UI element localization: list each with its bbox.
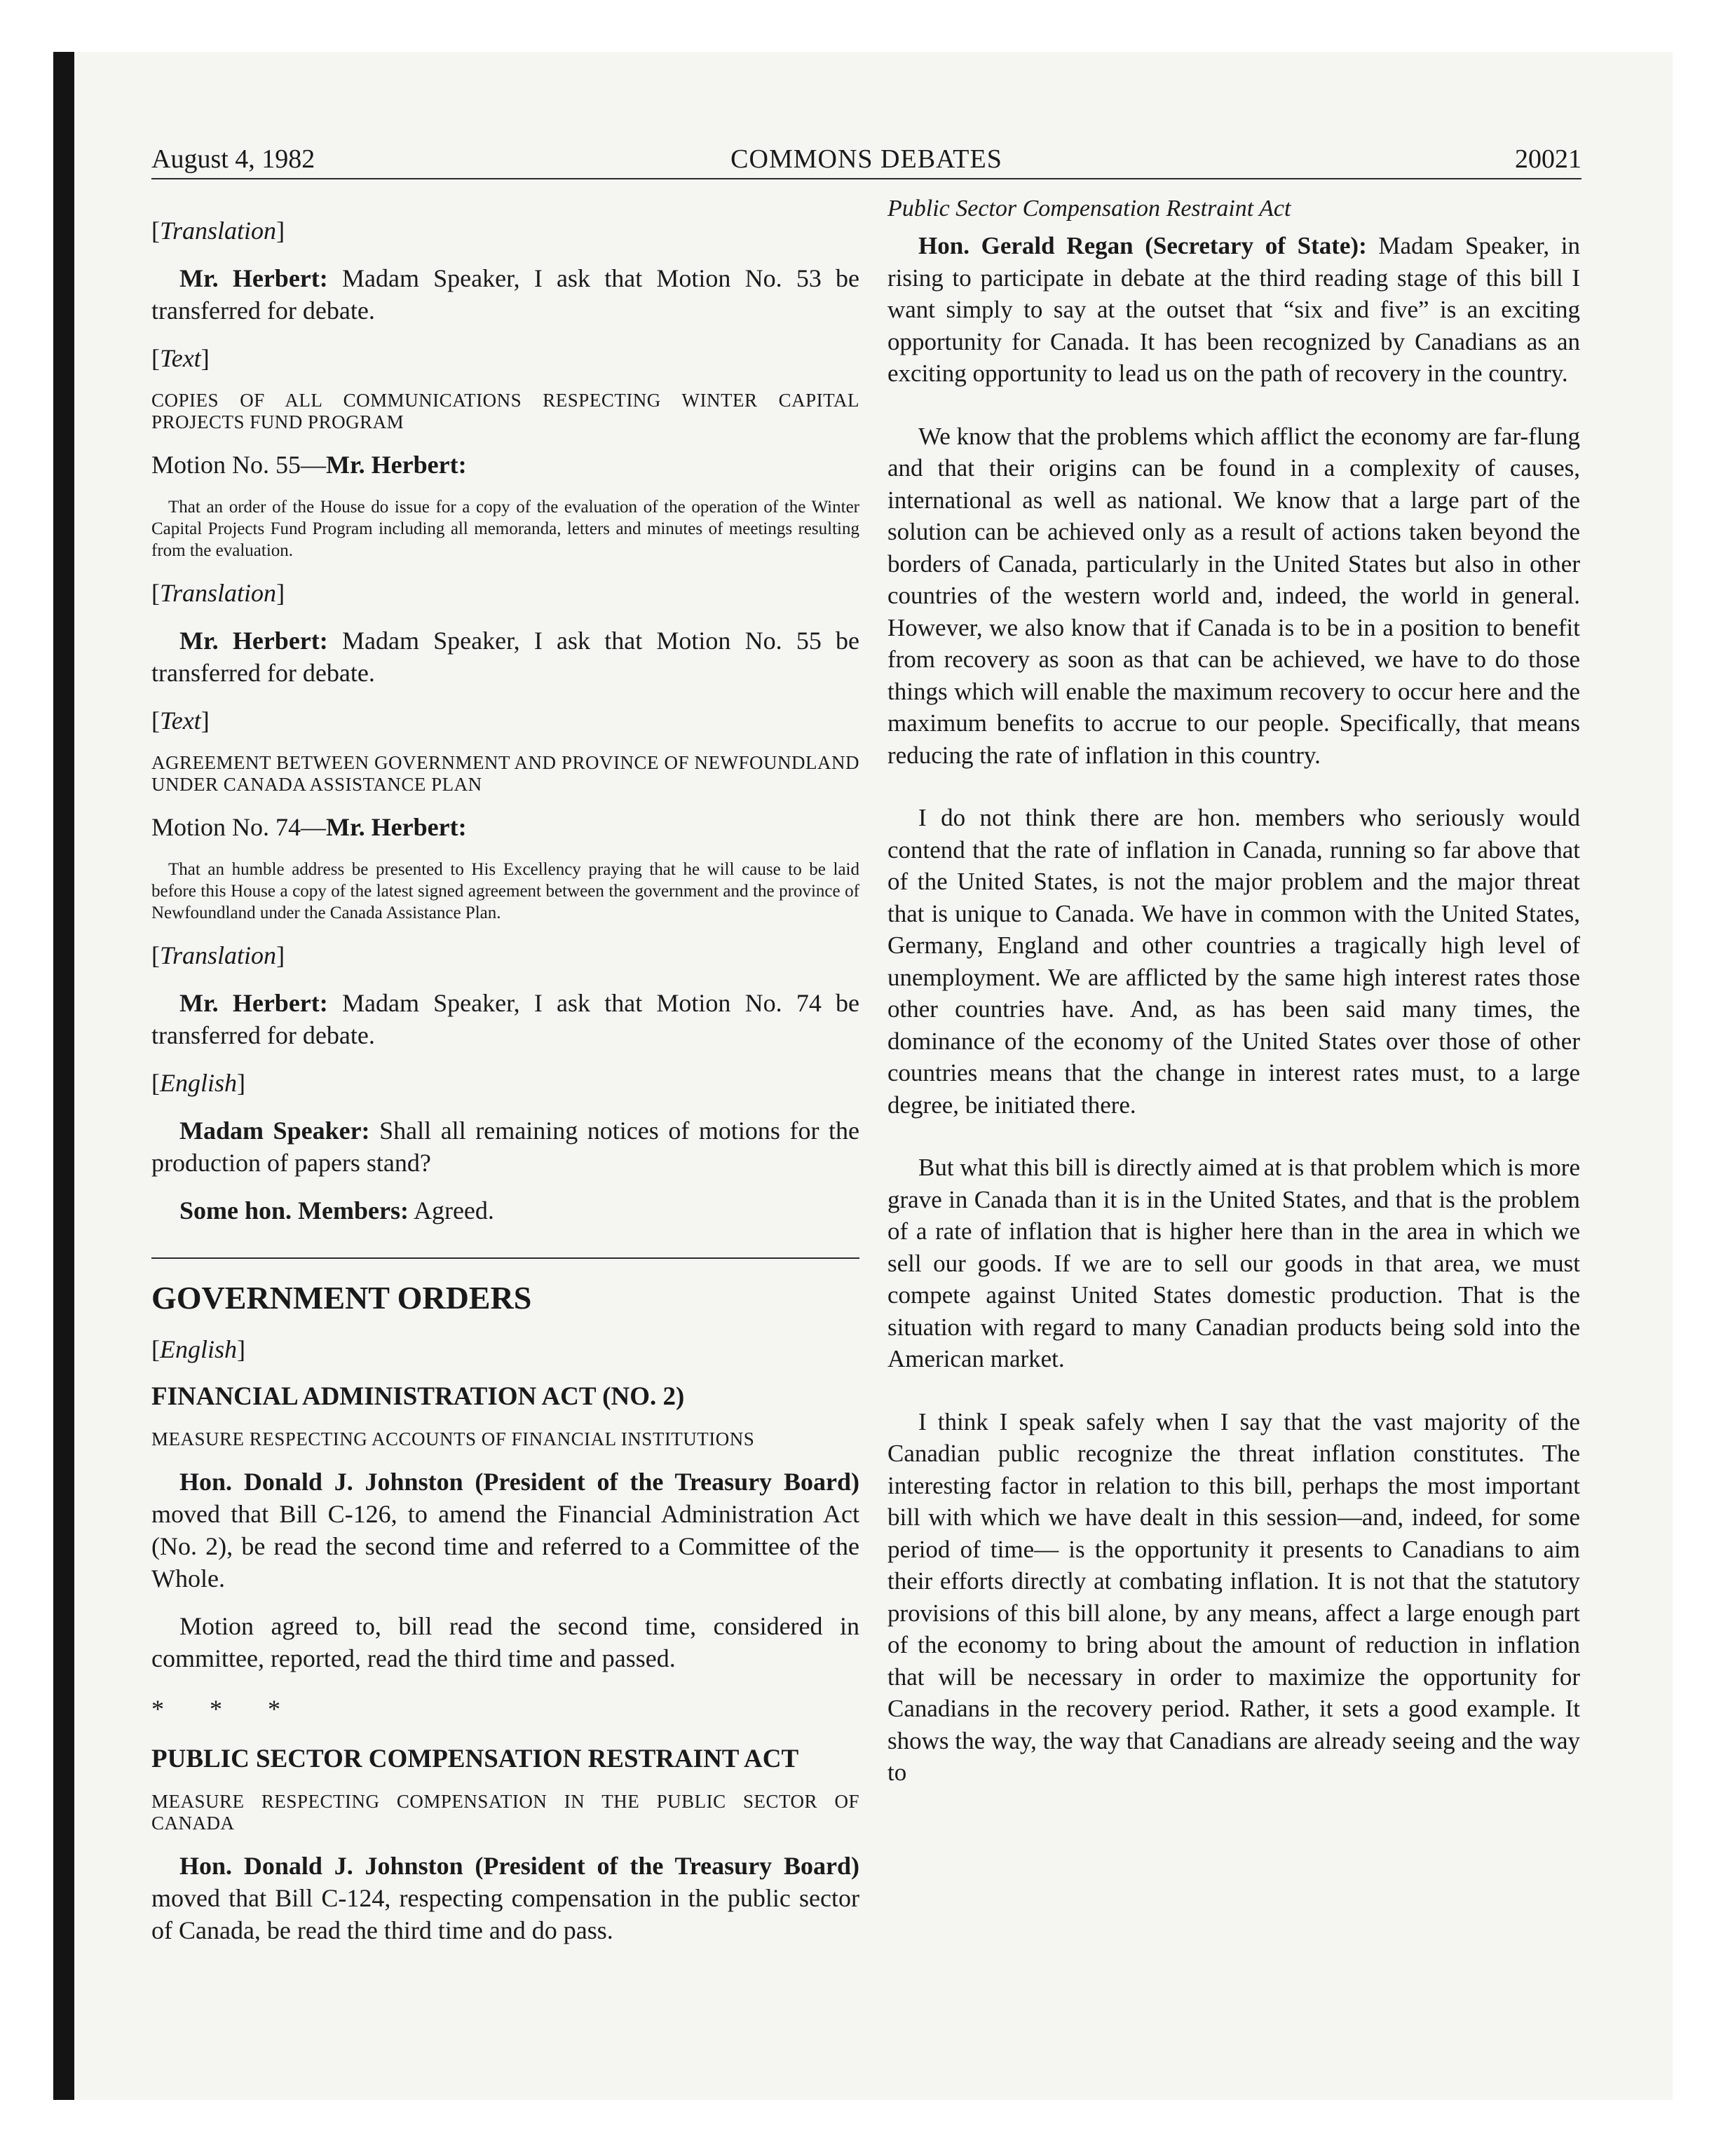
speech-paragraph: I think I speak safely when I say that the vast majority of the Canadian public recognize the threat inflation constitutes. The interesting factor in relation to this bill, perhaps the most important bill with which we have dealt in this session—and, indeed, for some period of time— is the opportunity it presents to Canadians to aim their efforts directly at combating inflation. It is not that the statutory provisions of this bill alone, by any means, affect a large enough part of the economy to bring about the amount of reduction in inflation that will be necessary in order to maximize the opportunity for Canadians in the recovery period. Rather, it sets a good example. It shows the way, the way that Canadians are already seeing and the way to — [887, 1407, 1580, 1786]
speech-paragraph: Some hon. Members: Agreed. — [179, 1196, 494, 1224]
speaker-name: Some hon. Members: — [179, 1196, 409, 1224]
language-tag: [English] — [151, 1335, 246, 1363]
speech-paragraph: But what this bill is directly aimed at is that problem which is more grave in Canada than it is in the United States, and that is the problem of a rate of inflation that is higher here than in the area in which we sell our goods. If we are to sell our goods in that area, we must compete against United States domestic production. That is the situation with regard to many Canadian products being sold into the American market. — [887, 1154, 1580, 1372]
right-column — [887, 195, 1580, 1789]
speech-paragraph: Mr. Herbert: Madam Speaker, I ask that Motion No. 53 be transferred for debate. — [151, 264, 860, 325]
speech-paragraph: Hon. Donald J. Johnston (President of the Treasury Board) moved that Bill C-126, to amend the Financial Administration Act (No. 2), be read the second time and referred to a Committee of the Whole. — [151, 1468, 859, 1592]
motion-text: That an humble address be presented to His Excellency praying that he will cause to be laid before this House a copy of the latest signed agreement between the government and the province of Newfoundland under the Canada Assistance Plan. — [151, 860, 859, 922]
language-tag: [Text] — [151, 707, 210, 735]
motion-label: Motion No. 55—Mr. Herbert: — [151, 451, 467, 479]
proceedings-paragraph: Motion agreed to, bill read the second time, considered in committee, reported, read the third time and passed. — [151, 1612, 859, 1672]
language-tag: [English] — [151, 1069, 246, 1097]
speech-paragraph: I do not think there are hon. members who seriously would contend that the rate of inflation in Canada, running so far above that of the United States, is not the major problem and the major threat that is unique to Canada. We have in common with the United States, Germany, England and other countries a tragically high level of unemployment. We are afflicted by the same high interest rates those other countries have. And, as has been said many times, the dominance of the economy of the United States over those of other countries means that the change in interest rates must, to a large degree, be initiated there. — [887, 804, 1580, 1119]
speaker-name: Hon. Donald J. Johnston (President of the Treasury Board) — [179, 1468, 859, 1496]
speech-paragraph: Mr. Herbert: Madam Speaker, I ask that Motion No. 74 be transferred for debate. — [151, 989, 860, 1049]
motion-heading: AGREEMENT BETWEEN GOVERNMENT AND PROVINCE OF NEWFOUNDLAND UNDER CANADA ASSISTANCE PLAN — [151, 752, 859, 795]
bill-subtitle: MEASURE RESPECTING ACCOUNTS OF FINANCIAL INSTITUTIONS — [151, 1428, 755, 1449]
speech-paragraph: Hon. Donald J. Johnston (President of the Treasury Board) moved that Bill C-124, respecting compensation in the public sector of Canada, be read the third time and do pass. — [151, 1852, 859, 1944]
language-tag: [Translation] — [151, 941, 285, 969]
speech-paragraph: Madam Speaker: Shall all remaining notices of motions for the production of papers stand? — [151, 1117, 860, 1177]
page-number: 20021 — [1515, 144, 1581, 174]
speaker-name: Mr. Herbert: — [179, 264, 328, 292]
section-title: GOVERNMENT ORDERS — [151, 1280, 532, 1316]
binding-edge — [53, 52, 74, 2100]
speaker-name: Hon. Donald J. Johnston (President of the Treasury Board) — [179, 1852, 859, 1880]
bill-title: PUBLIC SECTOR COMPENSATION RESTRAINT ACT — [151, 1745, 799, 1773]
language-tag: [Text] — [151, 344, 210, 372]
speaker-name: Hon. Gerald Regan (Secretary of State): — [918, 232, 1367, 259]
bill-subtitle: MEASURE RESPECTING COMPENSATION IN THE PUBLIC SECTOR OF CANADA — [151, 1791, 859, 1834]
speaker-name: Mr. Herbert: — [179, 989, 328, 1017]
left-column — [151, 195, 859, 1946]
motion-label: Motion No. 74—Mr. Herbert: — [151, 813, 467, 841]
speech-paragraph: Mr. Herbert: Madam Speaker, I ask that Motion No. 55 be transferred for debate. — [151, 627, 860, 687]
header-title: COMMONS DEBATES — [730, 144, 1002, 174]
header-date: August 4, 1982 — [151, 144, 315, 174]
speaker-name: Madam Speaker: — [179, 1117, 370, 1145]
language-tag: [Translation] — [151, 217, 285, 245]
speech-paragraph: We know that the problems which afflict the economy are far-flung and that their origins can be found in a complexity of causes, international as well as national. We know that a large part of the solution can be achieved only as a result of actions taken beyond the borders of Canada, particularly in the United States but also in other countries of the western world and, indeed, the world in general. However, we also know that if Canada is to be in a position to benefit from recovery as soon as that can be achieved, we have to do those things which will enable the maximum recovery to occur here and the maximum benefits to accrue to our people. Specifically, that means reducing the rate of inflation in this country. — [887, 422, 1580, 769]
page-header — [151, 142, 1581, 179]
running-head: Public Sector Compensation Restraint Act — [887, 196, 1291, 221]
speech-paragraph: Hon. Gerald Regan (Secretary of State): Madam Speaker, in rising to participate in debate at the third reading stage of this bill I want simply to say at the outset that “six and five” is an exciting opportunity for Canada. It has been recognized by Canadians as an exciting opportunity to lead us on the path of recovery in the country. — [887, 232, 1581, 387]
motion-text: That an order of the House do issue for a copy of the evaluation of the operation of the Winter Capital Projects Fund Program including all memoranda, letters and minutes of meetings resulting from the evaluation. — [151, 498, 859, 560]
bill-title: FINANCIAL ADMINISTRATION ACT (NO. 2) — [151, 1382, 685, 1411]
speaker-name: Mr. Herbert: — [179, 627, 328, 655]
section-break-stars: * * * — [151, 1695, 300, 1723]
motion-heading: COPIES OF ALL COMMUNICATIONS RESPECTING WINTER CAPITAL PROJECTS FUND PROGRAM — [151, 390, 859, 432]
language-tag: [Translation] — [151, 579, 285, 607]
